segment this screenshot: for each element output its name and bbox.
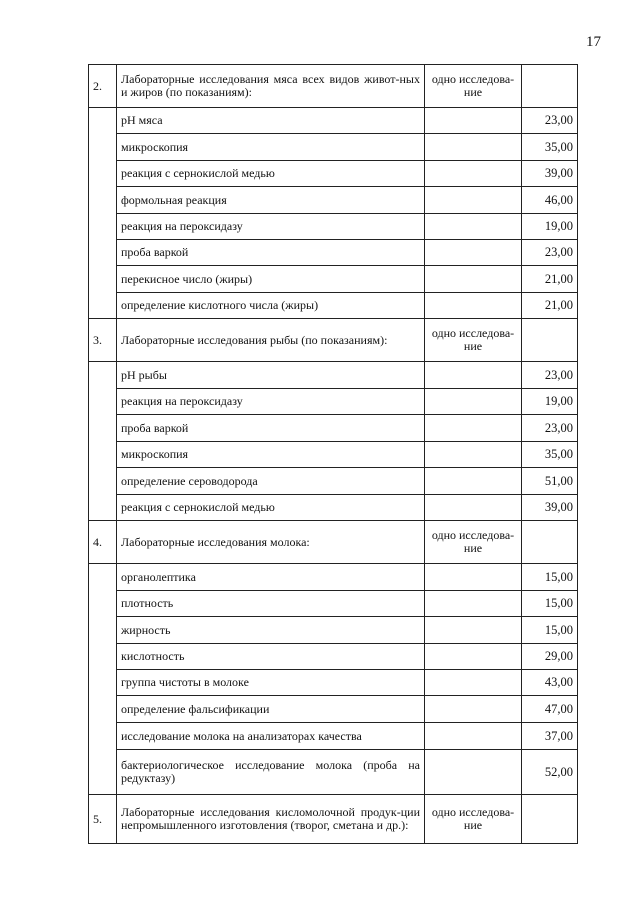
item-price: 43,00 [522,670,578,696]
item-name: кислотность [117,644,425,670]
item-price: 47,00 [522,696,578,723]
section-unit: одно исследова-ние [425,65,522,108]
item-name: pH рыбы [117,362,425,389]
item-name: жирность [117,617,425,644]
item-row [89,591,578,617]
item-price: 35,00 [522,134,578,161]
item-price: 51,00 [522,468,578,495]
item-name: исследование молока на анализаторах качества [117,723,425,750]
section-price-empty [522,795,578,844]
item-price: 23,00 [522,240,578,266]
section-title: Лабораторные исследования мяса всех видов живот-ных и жиров (по показаниям): [117,65,425,108]
item-row [89,644,578,670]
item-name: определение фальсификации [117,696,425,723]
section-price-empty [522,521,578,564]
item-price: 15,00 [522,564,578,591]
item-price: 15,00 [522,591,578,617]
item-name: формольная реакция [117,187,425,214]
price-table [88,64,578,844]
item-unit-blank [425,564,522,591]
item-row [89,134,578,161]
item-unit-blank [425,670,522,696]
item-unit-blank [425,750,522,795]
item-row [89,214,578,240]
section-number-blank [89,564,117,795]
item-unit-blank [425,591,522,617]
item-row [89,293,578,319]
item-price: 39,00 [522,495,578,521]
item-row [89,723,578,750]
item-name: проба варкой [117,240,425,266]
item-row [89,564,578,591]
item-price: 21,00 [522,293,578,319]
section-number: 3. [89,319,117,362]
section-title: Лабораторные исследования рыбы (по показаниям): [117,319,425,362]
item-row [89,362,578,389]
item-row [89,240,578,266]
price-table-body [89,65,578,844]
item-price: 46,00 [522,187,578,214]
item-name: реакция с сернокислой медью [117,495,425,521]
section-title: Лабораторные исследования молока: [117,521,425,564]
item-row [89,495,578,521]
item-price: 23,00 [522,362,578,389]
section-header-row [89,795,578,844]
item-row [89,670,578,696]
section-number: 5. [89,795,117,844]
item-unit-blank [425,644,522,670]
item-unit-blank [425,266,522,293]
item-price: 15,00 [522,617,578,644]
item-name: реакция на пероксидазу [117,389,425,415]
item-unit-blank [425,134,522,161]
item-name: проба варкой [117,415,425,442]
item-price: 35,00 [522,442,578,468]
section-number: 2. [89,65,117,108]
item-name: плотность [117,591,425,617]
section-price-empty [522,65,578,108]
item-price: 39,00 [522,161,578,187]
item-unit-blank [425,108,522,134]
page-number: 17 [586,34,601,50]
item-unit-blank [425,415,522,442]
item-row [89,617,578,644]
item-name: реакция на пероксидазу [117,214,425,240]
section-unit: одно исследова-ние [425,795,522,844]
item-unit-blank [425,293,522,319]
item-name: бактериологическое исследование молока (проба на редуктазу) [117,750,425,795]
item-price: 23,00 [522,415,578,442]
item-price: 21,00 [522,266,578,293]
item-row [89,468,578,495]
item-name: pH мяса [117,108,425,134]
item-name: микроскопия [117,134,425,161]
item-row [89,389,578,415]
item-name: определение кислотного числа (жиры) [117,293,425,319]
item-unit-blank [425,187,522,214]
item-unit-blank [425,442,522,468]
item-price: 29,00 [522,644,578,670]
item-row [89,442,578,468]
section-price-empty [522,319,578,362]
section-unit: одно исследова-ние [425,521,522,564]
item-unit-blank [425,495,522,521]
item-row [89,415,578,442]
item-price: 19,00 [522,389,578,415]
section-number-blank [89,108,117,319]
section-header-row [89,319,578,362]
item-row [89,266,578,293]
item-row [89,161,578,187]
item-row [89,750,578,795]
section-number: 4. [89,521,117,564]
item-price: 19,00 [522,214,578,240]
item-unit-blank [425,240,522,266]
item-unit-blank [425,214,522,240]
item-row [89,187,578,214]
item-name: реакция с сернокислой медью [117,161,425,187]
item-unit-blank [425,161,522,187]
item-name: группа чистоты в молоке [117,670,425,696]
item-name: перекисное число (жиры) [117,266,425,293]
item-price: 23,00 [522,108,578,134]
item-unit-blank [425,696,522,723]
item-name: микроскопия [117,442,425,468]
section-header-row [89,521,578,564]
item-unit-blank [425,389,522,415]
item-name: определение сероводорода [117,468,425,495]
section-header-row [89,65,578,108]
item-name: органолептика [117,564,425,591]
item-price: 37,00 [522,723,578,750]
section-unit: одно исследова-ние [425,319,522,362]
item-row [89,108,578,134]
section-title: Лабораторные исследования кисломолочной продук-ции непромышленного изготовления (творог, сметана и др.): [117,795,425,844]
section-number-blank [89,362,117,521]
item-unit-blank [425,617,522,644]
item-price: 52,00 [522,750,578,795]
item-unit-blank [425,362,522,389]
item-unit-blank [425,723,522,750]
item-row [89,696,578,723]
item-unit-blank [425,468,522,495]
